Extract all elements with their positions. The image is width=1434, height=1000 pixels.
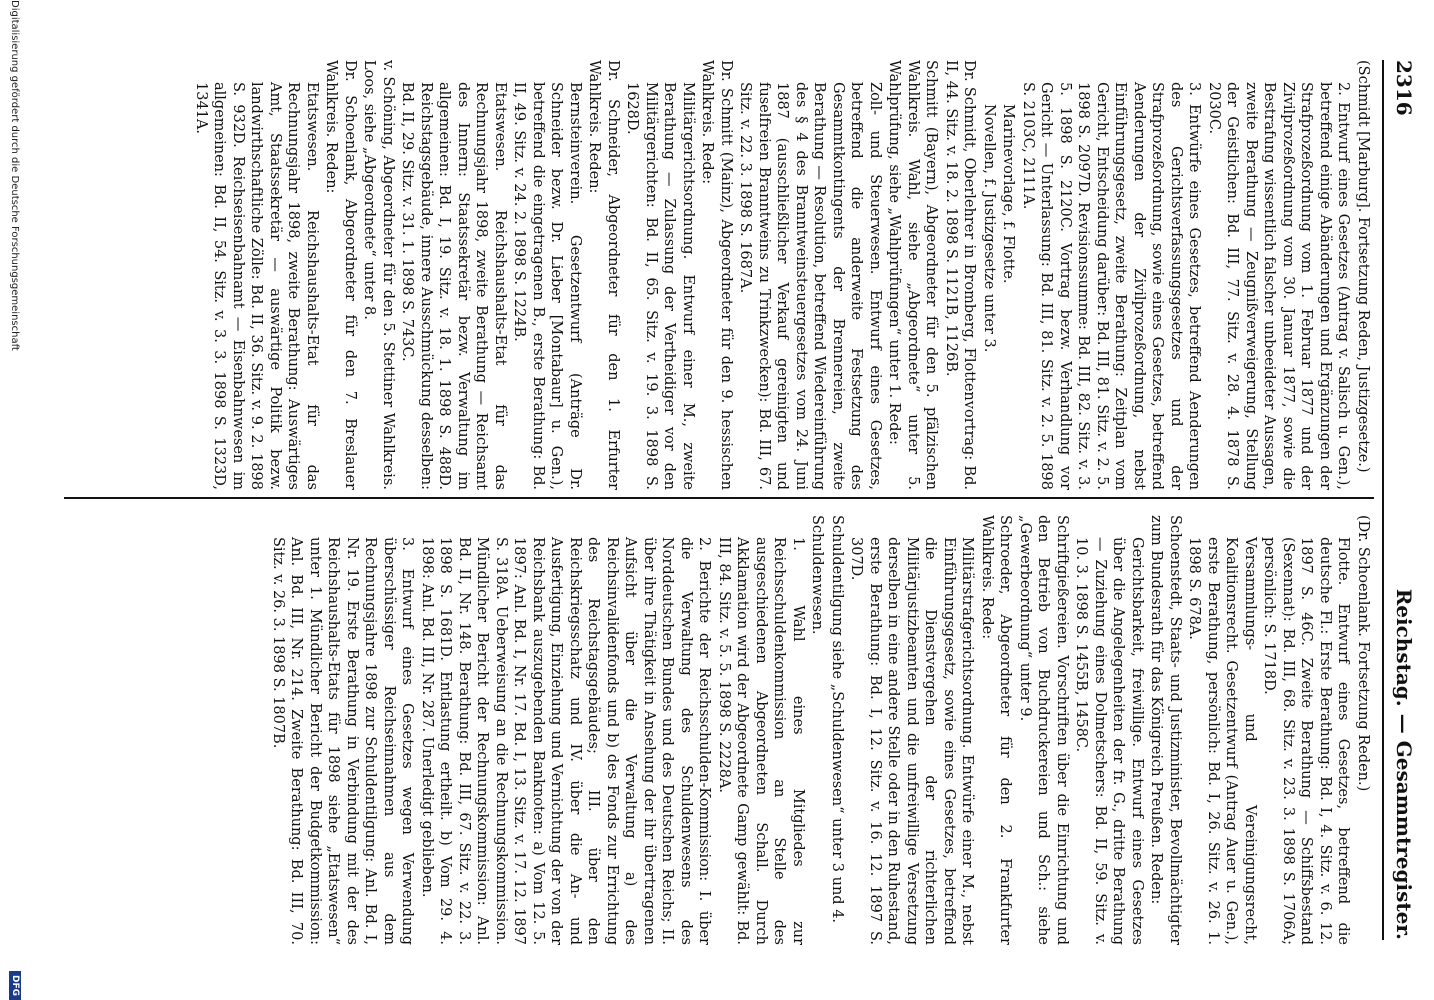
column-divider	[64, 497, 1374, 499]
right-entry: Flotte. Entwurf eines Gesetzes, betreffend die deutsche Fl.: Erste Berathung: Bd. I, 4. Sitz. v. 6. 12. 1897 S. 46C. Zweite Berathung — Schiffsbestand (Sexennat): Bd. III, 68. Sitz. v. 23. 3. 1898 S. 1706A; persönlich: S. 1718D.	[1261, 537, 1352, 945]
right-entry: Schroeder, Abgeordneter für den 2. Frankfurter Wahlkreis. Rede:	[979, 515, 1014, 945]
left-entry: Marinevorlage, f. Flotte.	[1000, 104, 1017, 284]
left-entry: Dr. Schneider, Abgeordneter für den 1. Erfurter Wahlkreis. Reden:	[586, 60, 621, 490]
right-entry: 1. Wahl eines Mitgliedes zur Reichsschuldenkommission an Stelle des ausgeschiedenen Abgeordneten Schall. Durch Akklamation wird der Abgeordnete Gamp gewählt: Bd. III, 84. Sitz. v. 5. 5. 1898 S. 2228A.	[716, 537, 806, 945]
left-column	[72, 60, 1372, 490]
left-entry: (Schmidt [Marburg]. Fortsetzung Reden, Justizgesetze.)	[1355, 60, 1371, 473]
right-entry: Versammlungs- und Vereinigungsrecht, Koalitionsrecht. Gesetzentwurf (Antrag Auer u. Gen.), erste Berathung, persönlich: Bd. I, 26. Sitz. v. 26. 1. 1898 S. 678A.	[1186, 537, 1258, 945]
left-entry: Bernsteinverein. Gesetzentwurf (Anträge Dr. Schneider bezw. Dr. Lieber [Montabaur] u. Gen.), betreffend die eingetragenen B., erste Berathung: Bd. II, 49. Sitz. v. 24. 2. 1898 S. 1224B.	[511, 82, 583, 490]
left-entry: 3. Entwürfe eines Gesetzes, betreffend Aenderungen des Gerichtsverfassungsgesetzes und der Strafprozeßordnung, sowie eines Gesetzes, betreffend Aenderungen der Zivilprozeßordnung, nebst Einführungsgesetz, zweite Berathung: Zeitplan vom Gericht, Entscheidung darüber: Bd. III, 81. Sitz. v. 2. 5. 1898 S. 2097D. Revisionssumme: Bd. III, 82. Sitz. v. 3. 5. 1898 S. 2120C. Vortrag bezw. Verhandlung vor Gericht — Unterlassung: Bd. III, 81. Sitz. v. 2. 5. 1898 S. 2103C, 2111A.	[1020, 82, 1203, 490]
right-entry: Schriftgießereien. Vorschriften über die Einrichtung und den Betrieb von Buchdruckereien und Sch.: siehe „Gewerbeordnung“ unter 9.	[1017, 515, 1070, 945]
right-entry: Militärstrafgerichtsordnung. Entwürfe einer M., nebst Einführungsgesetz, sowie eines Gesetzes, betreffend die Dienstvergehen der richterlichen Militärjustizbeamten und die unfreiwillige Versetzung derselben in eine andere Stelle oder in den Ruhestand, erste Berathung: Bd. I, 12. Sitz. v. 16. 12. 1897 S. 307D.	[848, 537, 976, 945]
left-entry: Dr. Schoenlank, Abgeordneter für den 7. Breslauer Wahlkreis. Reden:	[323, 60, 358, 490]
left-entry: Schmitt (Bayern), Abgeordneter für den 5. pfälzischen Wahlkreis. Wahl, siehe „Abgeordnete“ unter 5. Wahlprüfung, siehe „Wahlprüfungen“ unter 1. Rede:	[886, 60, 940, 490]
left-entry: Zoll- und Steuerwesen. Entwurf eines Gesetzes, betreffend die anderweite Festsetzung des Gesammtkontingents der Brennereien, zweite Berathung — Resolution, betreffend Wiedereinführung des § 4 des Branntweinsteuergesetzes vom 24. Juni 1887 (ausschließlicher Verkauf gereinigten und fuselfreien Branntweins zu Trinkzwecken): Bd. III, 67. Sitz. v. 22. 3. 1898 S. 1687A.	[737, 82, 883, 490]
page-header	[1384, 60, 1424, 940]
digitization-footer	[6, 0, 24, 1000]
right-entry: 3. Entwurf eines Gesetzes wegen Verwendung überschüssiger Reichseinnahmen aus dem Rechnungsjahre 1898 zur Schuldentilgung: Anl. Bd. I, Nr. 19. Erste Berathung in Verbindung mit der des Reichshaushalts-Etats für 1898 siehe „Etatswesen“ unter 1. Mündlicher Bericht der Budgetkommission: Anl. Bd. III, Nr. 214. Zweite Berathung: Bd. III, 70. Sitz. v. 26. 3. 1898 S. 1807B.	[270, 537, 416, 945]
right-entry: Schuldentilgung siehe „Schuldenwesen“ unter 3 und 4.	[829, 515, 845, 924]
left-entry: Dr. Schmidt, Oberlehrer in Bromberg, Flottenvortrag: Bd. II, 44. Sitz. v. 18. 2. 1898 S. 1121B, 1126B.	[943, 60, 978, 490]
right-column	[72, 515, 1372, 945]
running-title: Reichstag. — Gesammtregister.	[1392, 588, 1416, 940]
left-entry: Dr. Schmitt (Mainz), Abgeordneter für den 9. hessischen Wahlkreis. Rede:	[699, 60, 734, 490]
right-entry: 2. Berichte der Reichsschulden-Kommission: I. über die Verwaltung des Schuldenwesens des Norddeutschen Bundes und des Deutschen Reichs; II. über ihre Thätigkeit in Ansehung der ihr übertragenen Aufsicht über die Verwaltung a) des Reichsinvalidenfonds und b) des Fonds zur Errichtung des Reichstagsgebäudes; III. über den Reichskriegsschatz und IV. über die An- und Ausfertigung, Einziehung und Vernichtung der von der Reichsbank auszugebenden Banknoten: a) Vom 12. 5. 1897: Anl. Bd. I, Nr. 17. Bd. I, 13. Sitz. v. 17. 12. 1897 S. 318A. Ueberweisung an die Rechnungskommission. Mündlicher Bericht der Rechnungskommission: Anl. Bd. II, Nr. 148. Berathung: Bd. III, 67. Sitz. v. 22. 3. 1898 S. 1681D. Entlastung ertheilt. b) Vom 29. 4. 1898: Anl. Bd. III, Nr. 287. Unerledigt geblieben.	[419, 537, 713, 945]
page-number: 2316	[1392, 60, 1416, 116]
right-entry: Schoenstedt, Staats- und Justizminister, Bevollmächtigter zum Bundesrath für das Königreich Preußen. Reden:	[1148, 515, 1183, 945]
right-entry: Gerichtsbarkeit, freiwillige. Entwurf eines Gesetzes über die Angelegenheiten der fr. G., dritte Berathung — Zuziehung eines Dolmetschers: Bd. II, 59. Sitz. v. 10. 3. 1898 S. 1455B, 1458C.	[1073, 537, 1145, 945]
left-entry: Novellen, f. Justizgesetze unter 3.	[981, 104, 997, 353]
digitization-note: Digitalisierung gefördert durch die Deutsche Forschungsgemeinschaft	[9, 0, 21, 351]
header-rule	[1382, 60, 1384, 940]
right-entry: (Dr. Schoenlank. Fortsetzung Reden.)	[1355, 515, 1371, 792]
left-entry: Etatswesen. Reichshaushalts-Etat für das Rechnungsjahr 1898, zweite Berathung: Auswärtiges Amt, Staatssekretär — auswärtige Politik bezw. landwirthschaftliche Zölle: Bd. II, 36. Sitz. v. 9. 2. 1898 S. 932D. Reichseisenbahnamt — Eisenbahnwesen im allgemeinen: Bd. II, 54. Sitz. v. 3. 3. 1898 S. 1323D, 1341A.	[193, 82, 320, 490]
dfg-logo: DFG	[9, 971, 21, 1000]
right-entry: Schuldenwesen.	[809, 515, 826, 635]
left-entry: Etatswesen. Reichshaushalts-Etat für das Rechnungsjahr 1898, zweite Berathung — Reichsamt des Innern: Staatssekretär bezw. Verwaltung im allgemeinen: Bd. I, 19. Sitz. v. 18. 1. 1898 S. 488D. Reichstagsgebäude, innere Ausschmückung desselben: Bd. II, 29. Sitz. v. 31. 1. 1898 S. 743C.	[399, 82, 508, 490]
left-entry: Militärgerichtsordnung. Entwurf einer M., zweite Berathung — Zulassung der Vertheidiger vor den Militärgerichten: Bd. II, 65. Sitz. v. 19. 3. 1898 S. 1628D.	[624, 82, 696, 490]
left-entry: 2. Entwurf eines Gesetzes (Antrag v. Salisch u. Gen.), betreffend einige Abänderungen und Ergänzungen der Strafprozeßordnung vom 1. Februar 1877 und der Zivilprozeßordnung vom 30. Januar 1877, sowie die Bestrafung wissentlich falscher unbeeideter Aussagen, zweite Berathung — Zeugnißverweigerung, Stellung der Geistlichen: Bd. III, 77. Sitz. v. 28. 4. 1878 S. 2030C.	[1206, 82, 1352, 490]
left-entry: v. Schöning, Abgeordneter für den 5. Stettiner Wahlkreis. Loos, siehe „Abgeordnete“ unter 8.	[361, 60, 396, 490]
